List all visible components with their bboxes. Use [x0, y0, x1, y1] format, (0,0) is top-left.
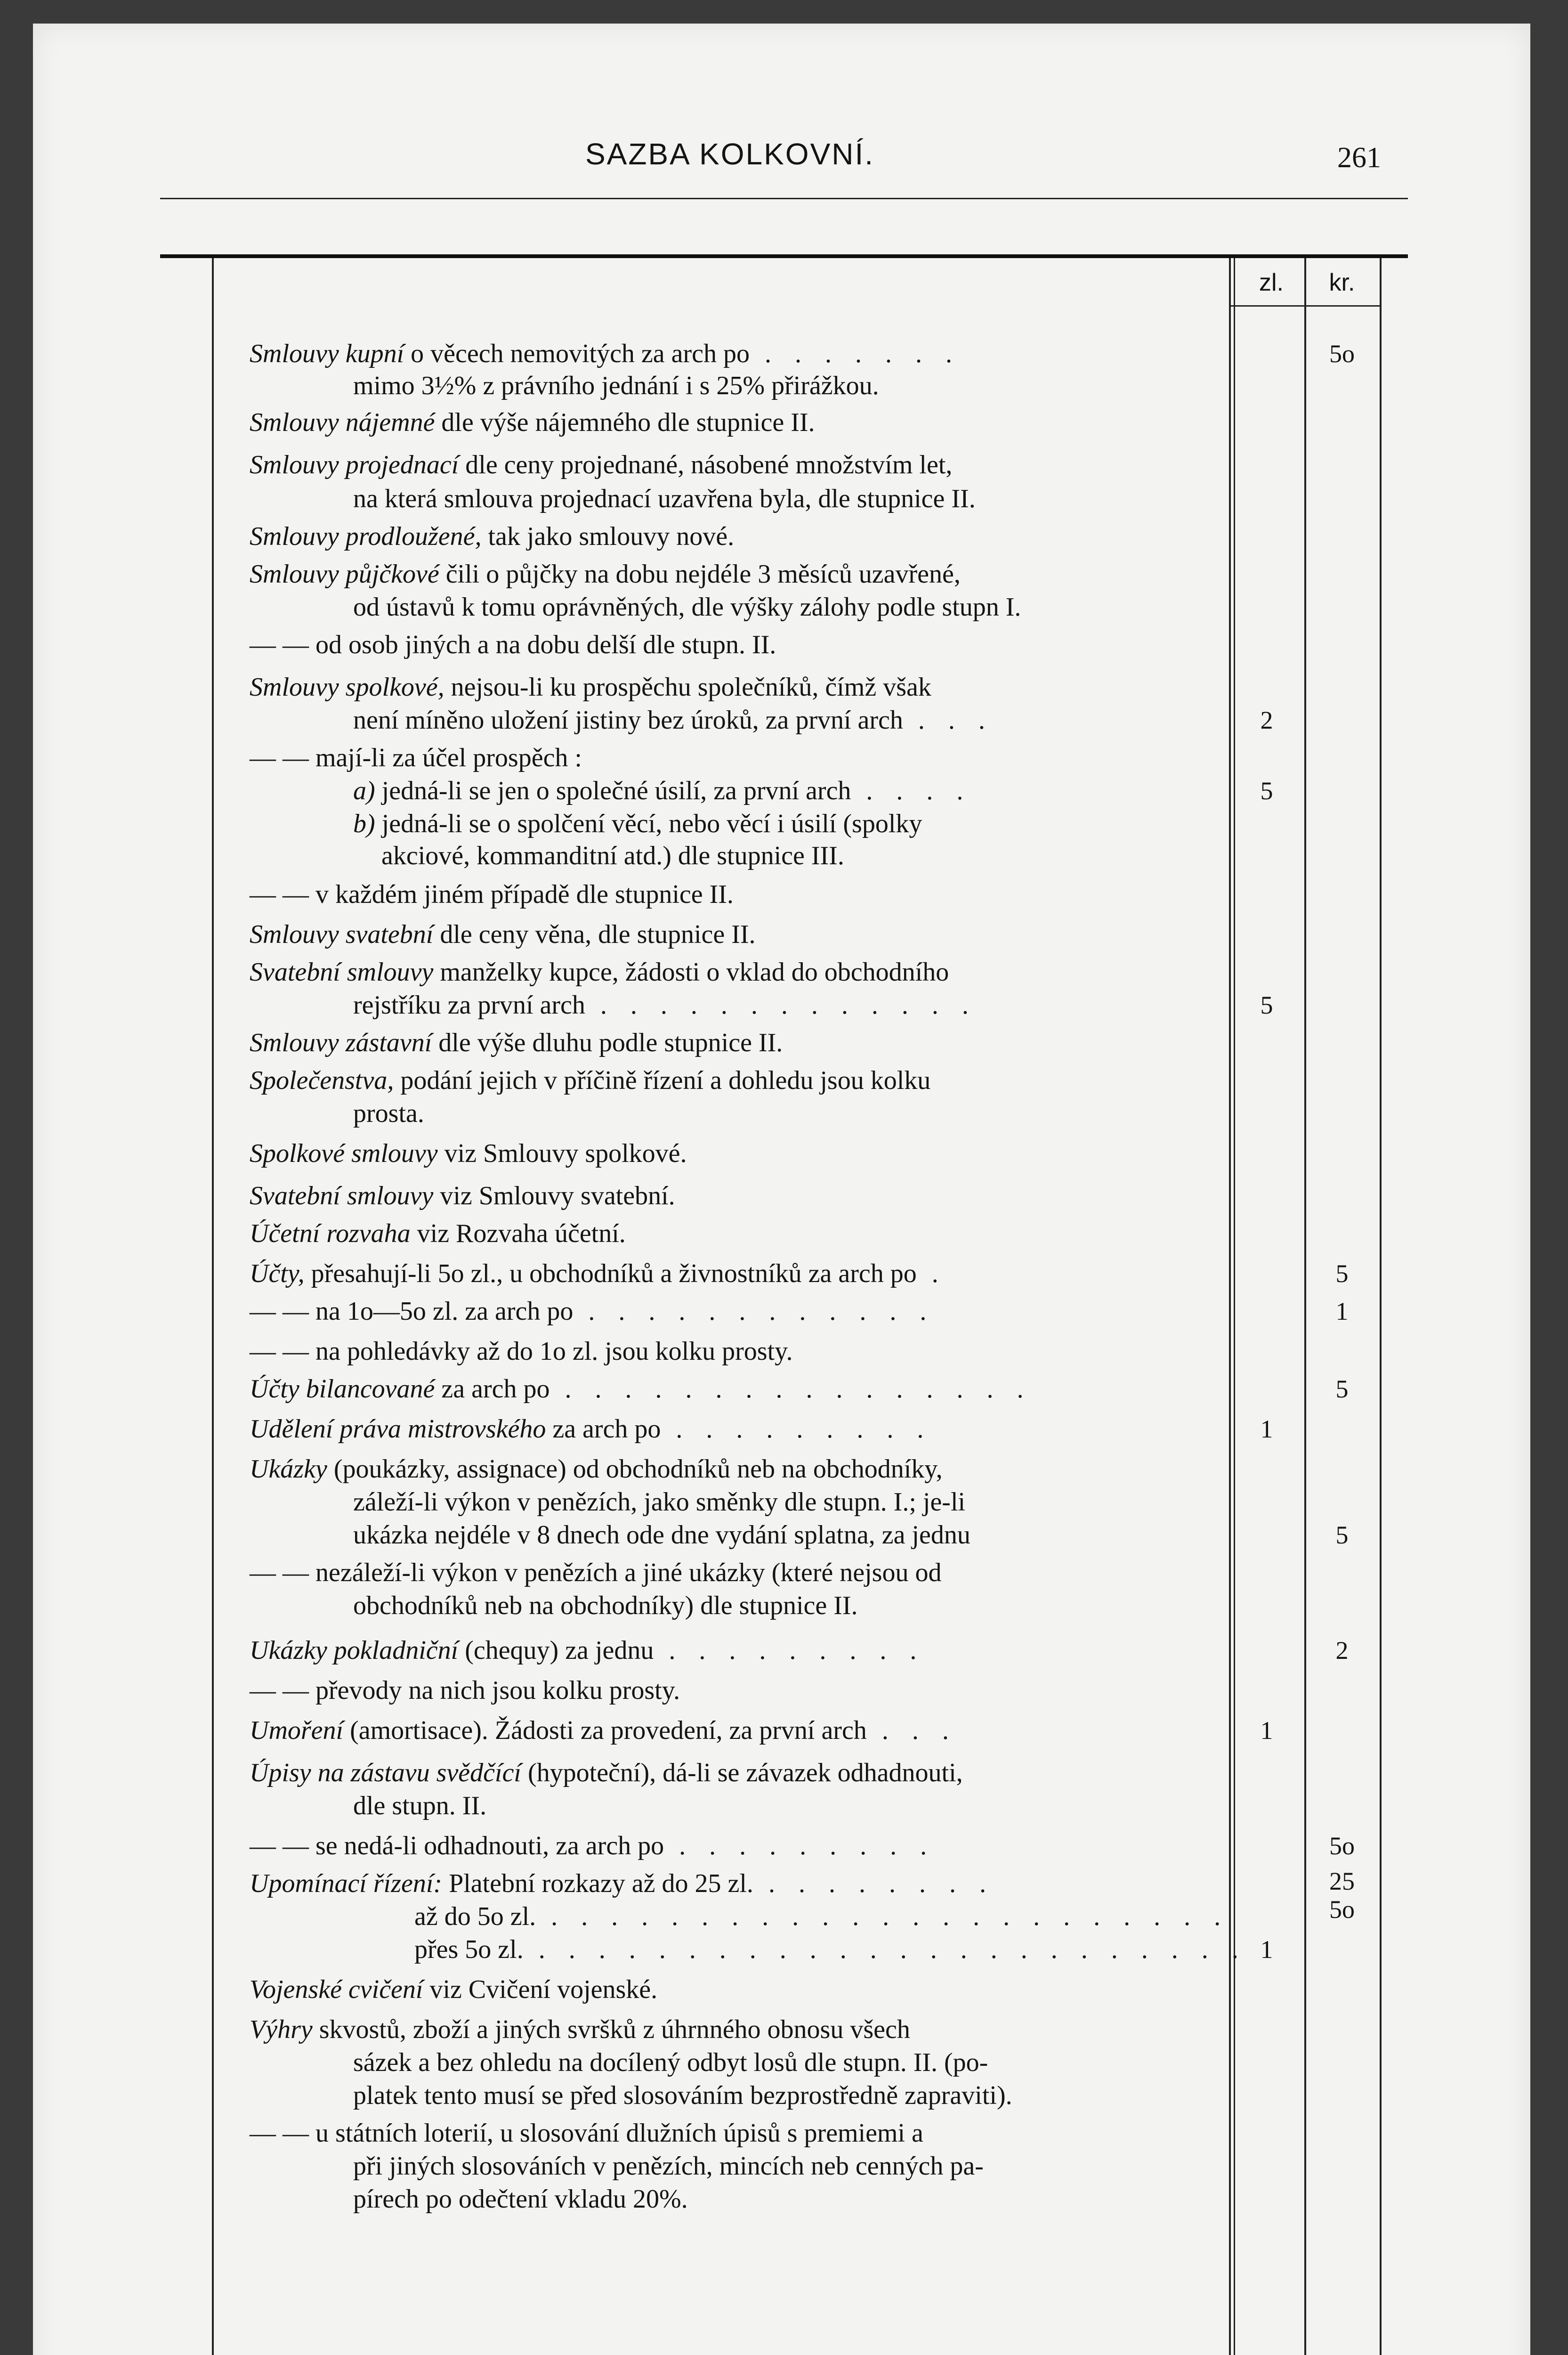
entry-keyword: Svatební smlouvy [250, 958, 434, 987]
amount-zl: 1 [1260, 1415, 1273, 1443]
kr-column-left-border [1304, 258, 1306, 2355]
entry-text: akciové, kommanditní atd.) dle stupnice III. [381, 841, 844, 870]
header-rule [160, 198, 1408, 199]
entry-text: za arch po [546, 1414, 661, 1444]
table-left-border [212, 258, 214, 2355]
entry-line [353, 480, 1220, 517]
entry-line [353, 1095, 1220, 1132]
amount-kr: 5 [1335, 1259, 1349, 1288]
entry-line [250, 2115, 1220, 2152]
entry-line [250, 335, 1220, 372]
entry-text: dle výše nájemného dle stupnice II. [435, 408, 815, 437]
entry-keyword: Účetní rozvaha [250, 1219, 411, 1248]
entry-text: (amortisace). Žádosti za provedení, za první arch [343, 1716, 867, 1745]
entry-text: o věcech nemovitých za arch po [404, 339, 750, 368]
entry-line [250, 1451, 1220, 1487]
column-header-kr: kr. [1329, 269, 1355, 296]
entry-line [250, 1827, 1220, 1864]
entry-line [250, 447, 1220, 483]
entry-keyword: Úpisy na zástavu svědčící [250, 1758, 521, 1787]
entry-text: (poukázky, assignace) od obchodníků neb na obchodníky, [327, 1454, 943, 1484]
column-header-zl: zl. [1259, 269, 1284, 296]
entry-keyword: Smlouvy nájemné [250, 408, 435, 437]
entry-line [353, 702, 1220, 739]
entry-text: — — na pohledávky až do 1o zl. jsou kolku prosty. [250, 1337, 793, 1366]
entry-text: viz Cvičení vojenské. [423, 1975, 658, 2004]
entry-keyword: Výhry [250, 2015, 313, 2044]
dot-leader: . . . . . . . . . [661, 1414, 932, 1444]
amount-kr: 5o [1329, 1832, 1355, 1860]
entry-text: skvostů, zboží a jiných svršků z úhrnného obnosu všech [312, 2015, 910, 2044]
entry-keyword: Ukázky [250, 1454, 327, 1484]
entry-text: (hypoteční), dá-li se závazek odhadnouti, [521, 1758, 963, 1787]
entry-line [381, 837, 1220, 874]
entry-keyword: Ukázky pokladniční [250, 1636, 459, 1665]
entry-text: čili o půjčky na dobu nejdéle 3 měsíců uzavřené, [439, 560, 961, 589]
table-top-rule [160, 254, 1408, 258]
entry-line [353, 1787, 1220, 1824]
entry-keyword: Smlouvy svatební [250, 920, 434, 949]
entry-text: rejstříku za první arch [353, 991, 585, 1020]
amount-kr: 5o [1329, 1895, 1355, 1924]
amount-zl: 5 [1260, 991, 1273, 1019]
entry-line [353, 1484, 1220, 1520]
entry-text: viz Rozvaha účetní. [410, 1219, 626, 1248]
entry-line [353, 1587, 1220, 1624]
entry-line [250, 1554, 1220, 1591]
entry-text: přesahují-li 5o zl., u obchodníků a živnostníků za arch po [304, 1259, 917, 1288]
entry-keyword: Umoření [250, 1716, 344, 1745]
entry-text: podání jejich v příčině řízení a dohledu jsou kolku [394, 1066, 931, 1095]
zl-column-left-border [1229, 258, 1231, 2355]
amount-zl: 2 [1260, 706, 1273, 734]
entry-line [250, 916, 1220, 953]
amount-kr: 25 [1329, 1867, 1355, 1895]
kr-column-right-border [1380, 258, 1382, 2355]
dot-leader: . . . [866, 1716, 957, 1745]
entry-line [250, 1754, 1220, 1791]
entry-text: — — nezáleží-li výkon v penězích a jiné ukázky (které nejsou od [250, 1558, 942, 1587]
entry-line [250, 518, 1220, 555]
entry-text: na která smlouva projednací uzavřena byla, dle stupnice II. [353, 484, 976, 513]
entry-text: — — u státních loterií, u slosování dlužních úpisů s premiemi a [250, 2119, 923, 2148]
running-header-title: SAZBA KOLKOVNÍ. [585, 137, 875, 171]
dot-leader: . . . . . . . . . . . . . . . . . . . . . . . . [523, 1935, 1247, 1964]
entry-line [250, 1293, 1220, 1330]
entry-line [250, 1255, 1220, 1292]
entry-line [250, 1971, 1220, 2008]
entry-text: při jiných slosováních v penězích, mincích neb cenných pa- [353, 2152, 984, 2181]
entry-line [250, 739, 1220, 776]
entry-text: viz Smlouvy spolkové. [437, 1139, 687, 1168]
entry-line [353, 2077, 1220, 2114]
amount-zl: 1 [1260, 1935, 1273, 1964]
amount-kr: 5 [1335, 1521, 1349, 1549]
dot-leader: . . . . . . . . . . . . . [585, 991, 977, 1020]
dot-leader: . . . . [851, 776, 972, 805]
entry-text: — — převody na nich jsou kolku prosty. [250, 1676, 680, 1705]
entry-keyword: b) [353, 809, 375, 838]
entry-text: — — na 1o—5o zl. za arch po [250, 1297, 574, 1326]
entry-text: Platební rozkazy až do 25 zl. [442, 1869, 753, 1898]
entry-keyword: Společenstva, [250, 1066, 394, 1095]
amount-zl: 1 [1260, 1716, 1273, 1745]
amount-kr: 5o [1329, 340, 1355, 368]
dot-leader: . . . . . . . . . [664, 1831, 936, 1860]
entry-line [250, 1865, 1220, 1902]
entry-keyword: Smlouvy zástavní [250, 1028, 432, 1057]
entry-line [250, 1672, 1220, 1709]
entry-text: — — v každém jiném případě dle stupnice II. [250, 880, 734, 909]
dot-leader: . . . . . . . . . . . . . . . . . . . . . . . [536, 1902, 1229, 1931]
entry-keyword: Smlouvy spolkové, [250, 673, 445, 702]
dot-leader: . . . [903, 706, 994, 735]
entry-text: pírech po odečtení vkladu 20%. [353, 2184, 688, 2214]
entry-line [353, 772, 1220, 809]
entry-text: — — mají-li za účel prospěch : [250, 743, 582, 772]
entry-text: sázek a bez ohledu na docílený odbyt losů dle stupn. II. (po- [353, 2048, 988, 2077]
entry-line [414, 1931, 1247, 1968]
entry-text: přes 5o zl. [414, 1935, 524, 1964]
entry-line [353, 805, 1220, 842]
entry-line [250, 1024, 1220, 1061]
entry-line [250, 2011, 1220, 2048]
entry-line [353, 2148, 1220, 2184]
entry-line [353, 367, 1220, 404]
entry-keyword: Upomínací řízení: [250, 1869, 443, 1898]
column-header-rule [1230, 305, 1381, 307]
entry-text: manželky kupce, žádosti o vklad do obchodního [433, 958, 949, 987]
entry-line [353, 1517, 1220, 1553]
entry-text: dle stupn. II. [353, 1791, 487, 1820]
entry-keyword: Smlouvy projednací [250, 450, 459, 479]
entry-text: záleží-li výkon v penězích, jako směnky dle stupn. I.; je-li [353, 1487, 966, 1517]
entry-keyword: Smlouvy kupní [250, 339, 404, 368]
entry-line [250, 876, 1220, 913]
entry-text: za arch po [435, 1374, 550, 1404]
entry-line [250, 669, 1220, 706]
entry-text: dle ceny projednané, násobené množstvím let, [459, 450, 953, 479]
entry-line [353, 2044, 1220, 2081]
entry-keyword: Smlouvy prodloužené, [250, 522, 482, 551]
entry-keyword: Udělení práva mistrovského [250, 1414, 546, 1444]
entry-line [250, 1178, 1220, 1214]
entry-text: prosta. [353, 1099, 424, 1128]
entry-line [250, 1062, 1220, 1099]
amount-kr: 2 [1335, 1636, 1349, 1665]
entry-line [250, 404, 1220, 441]
entry-text: — — se nedá-li odhadnouti, za arch po [250, 1831, 664, 1860]
entry-keyword: Vojenské cvičení [250, 1975, 423, 2004]
entry-line [353, 987, 1220, 1023]
entry-text: viz Smlouvy svatební. [433, 1181, 675, 1210]
entry-text: — — od osob jiných a na dobu delší dle stupn. II. [250, 630, 776, 659]
entry-keyword: Spolkové smlouvy [250, 1139, 438, 1168]
entry-line [250, 1333, 1220, 1370]
entry-line [250, 1632, 1220, 1669]
entry-text: ukázka nejdéle v 8 dnech ode dne vydání splatna, za jednu [353, 1520, 970, 1550]
entry-line [250, 626, 1220, 663]
dot-leader: . . . . . . . [750, 339, 961, 368]
amount-kr: 5 [1335, 1375, 1349, 1403]
entry-text: tak jako smlouvy nové. [481, 522, 735, 551]
entry-text: platek tento musí se před slosováním bezprostředně zapraviti). [353, 2081, 1012, 2110]
entry-text: obchodníků neb na obchodníky) dle stupnice II. [353, 1591, 858, 1620]
entry-line [250, 954, 1220, 991]
amount-zl: 5 [1260, 777, 1273, 805]
entry-line [250, 1411, 1220, 1447]
entry-text: až do 5o zl. [414, 1902, 536, 1931]
entry-line [250, 1371, 1220, 1407]
entry-keyword: a) [353, 776, 375, 805]
entry-line [250, 1135, 1220, 1172]
dot-leader: . [916, 1259, 947, 1288]
entry-line [353, 2181, 1220, 2217]
entry-line [250, 1215, 1220, 1252]
zl-column-left-border-double [1234, 258, 1235, 2355]
entry-text: není míněno uložení jistiny bez úroků, za první arch [353, 706, 903, 735]
entry-keyword: Smlouvy půjčkové [250, 560, 439, 589]
entry-line [250, 556, 1220, 593]
dot-leader: . . . . . . . . . . . . [573, 1297, 935, 1326]
entry-keyword: Účty bilancované [250, 1374, 435, 1404]
entry-text: mimo 3½% z právního jednání i s 25% přirážkou. [353, 371, 879, 400]
entry-text: dle výše dluhu podle stupnice II. [432, 1028, 783, 1057]
entry-text: jedná-li se o spolčení věcí, nebo věcí i úsilí (spolky [375, 809, 922, 838]
entry-line [414, 1898, 1229, 1935]
entry-keyword: Účty, [250, 1259, 305, 1288]
dot-leader: . . . . . . . . . [654, 1636, 925, 1665]
page-number: 261 [1337, 142, 1381, 174]
dot-leader: . . . . . . . . [753, 1869, 994, 1898]
entry-text: dle ceny věna, dle stupnice II. [433, 920, 756, 949]
entry-text: (chequy) za jednu [458, 1636, 654, 1665]
entry-text: nejsou-li ku prospěchu společníků, čímž však [444, 673, 931, 702]
entry-line [353, 589, 1220, 625]
amount-kr: 1 [1335, 1297, 1349, 1325]
entry-text: od ústavů k tomu oprávněných, dle výšky zálohy podle stupn I. [353, 593, 1021, 622]
entry-line [250, 1712, 1220, 1749]
entry-text: jedná-li se jen o společné úsilí, za první arch [375, 776, 851, 805]
dot-leader: . . . . . . . . . . . . . . . . [550, 1374, 1032, 1404]
entry-keyword: Svatební smlouvy [250, 1181, 434, 1210]
